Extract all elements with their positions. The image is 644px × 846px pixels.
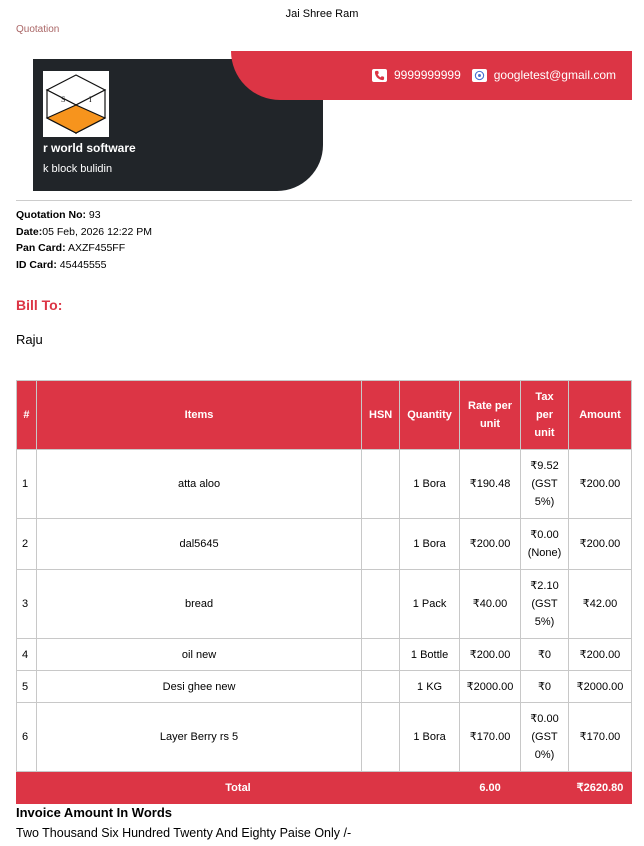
logo-letter-i: I (89, 95, 92, 104)
col-header-tax (521, 381, 569, 450)
table-row (17, 570, 632, 639)
row-tax (521, 703, 569, 772)
row-rate: ₹200.00 (460, 519, 521, 570)
table-row (17, 703, 632, 772)
date-line (16, 224, 152, 241)
company-logo (43, 71, 109, 137)
col-header-tax-l1: Tax (535, 391, 554, 403)
row-item: Desi ghee new (36, 671, 361, 703)
row-tax-l3: 5%) (534, 616, 555, 628)
col-header-tax-l2: per (535, 409, 554, 421)
bill-to-heading: Bill To: (16, 297, 63, 313)
row-index: 6 (17, 703, 37, 772)
row-quantity: 1 Pack (400, 570, 460, 639)
pan-label: Pan Card: (16, 242, 66, 254)
row-hsn (362, 519, 400, 570)
date-label: Date: (16, 225, 43, 238)
page-top-title: Jai Shree Ram (285, 8, 359, 20)
table-row (17, 450, 632, 519)
row-quantity: 1 KG (400, 671, 460, 703)
col-header-quantity: Quantity (400, 381, 460, 450)
row-hsn (362, 703, 400, 772)
quotation-no-value: 93 (88, 209, 101, 221)
row-tax-l2: (GST (531, 478, 558, 490)
row-tax-l2: (None) (527, 547, 562, 559)
row-index: 3 (17, 570, 37, 639)
row-index: 4 (17, 639, 37, 671)
row-hsn (362, 671, 400, 703)
header-phone: 9999999999 (394, 68, 461, 82)
row-item: atta aloo (36, 450, 361, 519)
company-address: k block bulidin (43, 163, 113, 175)
row-hsn (362, 450, 400, 519)
row-tax: ₹0 (521, 671, 569, 703)
row-tax-l1: ₹0.00 (530, 713, 559, 725)
row-amount: ₹170.00 (568, 703, 631, 772)
row-rate: ₹170.00 (460, 703, 521, 772)
row-quantity: 1 Bottle (400, 639, 460, 671)
total-quantity: 6.00 (460, 772, 521, 804)
row-hsn (362, 570, 400, 639)
row-tax-l1: ₹2.10 (530, 580, 559, 592)
company-name: r world software (43, 141, 136, 155)
row-item: oil new (36, 639, 361, 671)
total-amount: ₹2620.80 (568, 772, 631, 804)
row-item: Layer Berry rs 5 (36, 703, 361, 772)
row-rate: ₹190.48 (460, 450, 521, 519)
row-tax-l3: 0%) (534, 749, 555, 761)
table-row (17, 639, 632, 671)
row-rate: ₹40.00 (460, 570, 521, 639)
row-item: bread (36, 570, 361, 639)
row-quantity: 1 Bora (400, 703, 460, 772)
row-tax-l2: (GST (531, 731, 558, 743)
total-tax-empty (521, 772, 569, 804)
col-header-items: Items (36, 381, 361, 450)
row-quantity: 1 Bora (400, 450, 460, 519)
row-amount: ₹42.00 (568, 570, 631, 639)
row-amount: ₹200.00 (568, 450, 631, 519)
globe-icon (472, 69, 487, 82)
row-tax-l2: (GST (531, 598, 558, 610)
pan-value: AXZF455FF (67, 242, 126, 254)
table-row (17, 519, 632, 570)
row-item: dal5645 (36, 519, 361, 570)
row-tax (521, 519, 569, 570)
col-header-index: # (17, 381, 37, 450)
document-type-label: Quotation (16, 24, 60, 35)
table-row (17, 671, 632, 703)
header-contact (372, 68, 616, 82)
col-header-amount: Amount (568, 381, 631, 450)
col-header-hsn: HSN (362, 381, 400, 450)
col-header-rate-l2: unit (479, 418, 501, 430)
col-header-rate (460, 381, 521, 450)
header-divider (16, 200, 632, 201)
row-tax (521, 450, 569, 519)
row-tax-l3: 5%) (534, 496, 555, 508)
row-rate: ₹2000.00 (460, 671, 521, 703)
col-header-rate-l1: Rate per (468, 400, 513, 412)
col-header-tax-l3: unit (534, 427, 555, 439)
row-tax-l1: ₹0.00 (530, 529, 559, 541)
header-email: googletest@gmail.com (493, 68, 616, 82)
phone-icon (372, 69, 387, 82)
quotation-no-label: Quotation No: (16, 209, 86, 221)
table-header-row (17, 381, 632, 450)
amount-words-title: Invoice Amount In Words (16, 805, 173, 820)
row-amount: ₹2000.00 (568, 671, 631, 703)
row-amount: ₹200.00 (568, 519, 631, 570)
row-tax (521, 570, 569, 639)
row-amount: ₹200.00 (568, 639, 631, 671)
logo-letter-s: S (61, 95, 66, 104)
items-table (16, 380, 632, 804)
id-value: 45445555 (59, 258, 107, 271)
pan-line (16, 240, 152, 257)
quotation-no-line (16, 207, 152, 224)
row-index: 2 (17, 519, 37, 570)
quotation-meta (16, 207, 152, 273)
row-quantity: 1 Bora (400, 519, 460, 570)
row-hsn (362, 639, 400, 671)
row-tax-l1: ₹9.52 (530, 460, 559, 472)
row-index: 1 (17, 450, 37, 519)
amount-words-text: Two Thousand Six Hundred Twenty And Eighty Paise Only /- (16, 826, 352, 840)
row-index: 5 (17, 671, 37, 703)
date-value: 05 Feb, 2026 12:22 PM (42, 225, 153, 238)
total-label: Total (17, 772, 460, 804)
id-line (16, 257, 152, 274)
row-rate: ₹200.00 (460, 639, 521, 671)
table-total-row (17, 772, 632, 804)
row-tax: ₹0 (521, 639, 569, 671)
bill-to-name: Raju (16, 332, 43, 347)
id-label: ID Card: (16, 258, 57, 271)
